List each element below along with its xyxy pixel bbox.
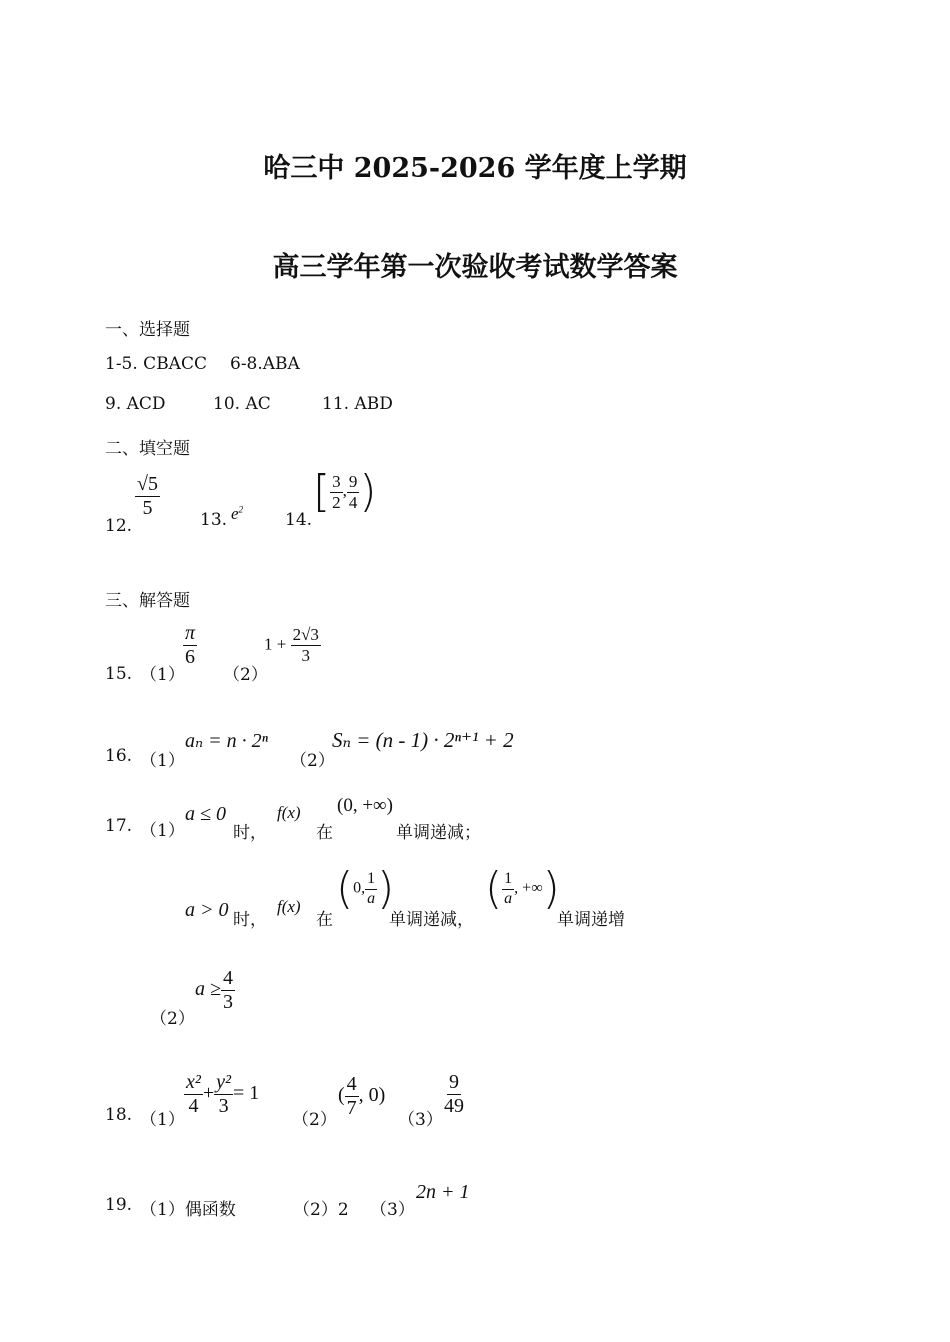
q18-ans3-numerator: 9 [449, 1071, 459, 1093]
q15-numerator: 2√3 [292, 625, 319, 644]
q16-answer1: aₙ = n · 2ⁿ [185, 730, 268, 752]
q17-label: 17. [105, 816, 133, 836]
q17-answer2 [195, 968, 235, 1013]
q16-label: 16. [105, 746, 133, 766]
q16-answer2: Sₙ = (n - 1) · 2ⁿ⁺¹ + 2 [332, 728, 514, 752]
q18-point-y: , 0) [358, 1084, 386, 1107]
q18-answer3 [442, 1072, 466, 1117]
q15-answer2 [264, 626, 321, 665]
q17-part2: （2） [150, 1009, 195, 1029]
q18-x-squared: x² [186, 1071, 201, 1093]
q17-cond1: a ≤ 0 [185, 803, 226, 825]
q19-part1: （1）偶函数 [140, 1200, 236, 1220]
q14-b-denominator: 4 [348, 492, 358, 512]
q17-shi1: 时， [233, 823, 267, 843]
q13-label: 13. [200, 510, 228, 530]
q17-int2-zero: 0, [353, 879, 366, 897]
q18-plus: + [202, 1082, 215, 1105]
q17-fx1: f(x) [277, 803, 301, 822]
q18-equals-one: = 1 [233, 1082, 260, 1105]
q17-shi2: 时， [233, 910, 267, 930]
q17-cond2: a > 0 [185, 899, 229, 921]
q18-point-denominator: 7 [346, 1097, 357, 1119]
q13-exponent: 2 [238, 505, 244, 516]
q17-int3-right-paren: ) [542, 863, 560, 914]
q12-denominator: 5 [142, 497, 153, 519]
q17-int2-left-paren: ( [336, 863, 354, 914]
q17-decreasing1: 单调递减； [396, 823, 481, 843]
q15-denominator: 3 [301, 645, 311, 665]
q18-label: 18. [105, 1105, 133, 1125]
q15-part1: （1） [140, 665, 185, 685]
q17-decreasing2: 单调递减， [389, 910, 474, 930]
answer-9: 9. ACD [105, 394, 166, 414]
q16-part2: （2） [290, 751, 335, 771]
q19-part3: （3） [370, 1200, 415, 1220]
q17-zai2: 在 [316, 910, 333, 930]
answer-1-5: 1-5. CBACC [105, 354, 207, 374]
q15-pi: π [185, 622, 196, 644]
title-line-1: 哈三中 2025-2026 学年度上学期 [263, 153, 687, 184]
q17-int3-infinity: , +∞ [514, 879, 543, 897]
answer-11: 11. ABD [322, 394, 393, 414]
q18-answer2: ( $\frac{4}{7}$ , 0) [338, 1073, 386, 1119]
q17-int2-right-paren: ) [377, 863, 395, 914]
q19-answer3: 2n + 1 [416, 1181, 470, 1203]
q14-answer: [ $\frac{3}{2}$ , $\frac{9}{4}$ ) [313, 466, 377, 517]
q18-y-squared: y² [216, 1071, 232, 1093]
q18-part2: （2） [292, 1110, 337, 1130]
q17-int3-numerator: 1 [502, 871, 514, 890]
q17-fx2: f(x) [277, 897, 301, 916]
q17-a-geq: a ≥ [195, 978, 221, 1001]
q15-one-plus: 1 + [264, 634, 287, 654]
q14-left-bracket: [ [313, 466, 331, 517]
q17-interval2 [336, 863, 395, 914]
q17-int3-denominator: a [504, 889, 513, 907]
q14-a-numerator: 3 [332, 471, 341, 491]
section-solution: 三、解答题 [105, 591, 190, 611]
q17-ans2-numerator: 4 [222, 967, 233, 989]
q18-ans3-denominator: 49 [444, 1095, 464, 1117]
q18-answer1 [184, 1072, 259, 1117]
q18-part1: （1） [140, 1110, 185, 1130]
q14-b-numerator: 9 [348, 471, 358, 491]
q14-a-denominator: 2 [332, 492, 341, 512]
q17-int3-left-paren: ( [485, 863, 503, 914]
q19-label: 19. [105, 1195, 133, 1215]
q18-three: 3 [218, 1095, 229, 1117]
q14-label: 14. [285, 510, 313, 530]
q17-interval1: (0, +∞) [337, 795, 393, 816]
q17-interval3 [485, 863, 560, 914]
section-fill: 二、填空题 [105, 439, 190, 459]
q18-part3: （3） [398, 1110, 443, 1130]
q17-int2-numerator: 1 [365, 871, 377, 890]
q15-six: 6 [185, 646, 196, 668]
q18-four: 4 [188, 1095, 199, 1117]
q12-answer [135, 474, 160, 519]
q18-point-numerator: 4 [346, 1073, 357, 1095]
q13-base: e [231, 504, 239, 523]
q17-int2-denominator: a [367, 889, 376, 907]
q15-part2: （2） [223, 665, 268, 685]
answer-10: 10. AC [213, 394, 271, 414]
q13-answer [231, 504, 243, 524]
q15-answer1 [183, 623, 197, 668]
q16-part1: （1） [140, 751, 185, 771]
section-choice: 一、选择题 [105, 320, 190, 340]
title-line-2: 高三学年第一次验收考试数学答案 [272, 252, 678, 283]
q15-label: 15. [105, 664, 133, 684]
q17-zai1: 在 [316, 823, 333, 843]
q17-increasing: 单调递增 [557, 910, 625, 930]
q12-label: 12. [105, 516, 133, 536]
q12-numerator: √5 [137, 473, 158, 495]
q19-part2: （2）2 [293, 1200, 349, 1220]
q17-part1: （1） [140, 821, 185, 841]
q17-ans2-denominator: 3 [222, 991, 233, 1013]
answer-6-8: 6-8.ABA [230, 354, 300, 374]
q14-right-paren: ) [359, 466, 377, 517]
